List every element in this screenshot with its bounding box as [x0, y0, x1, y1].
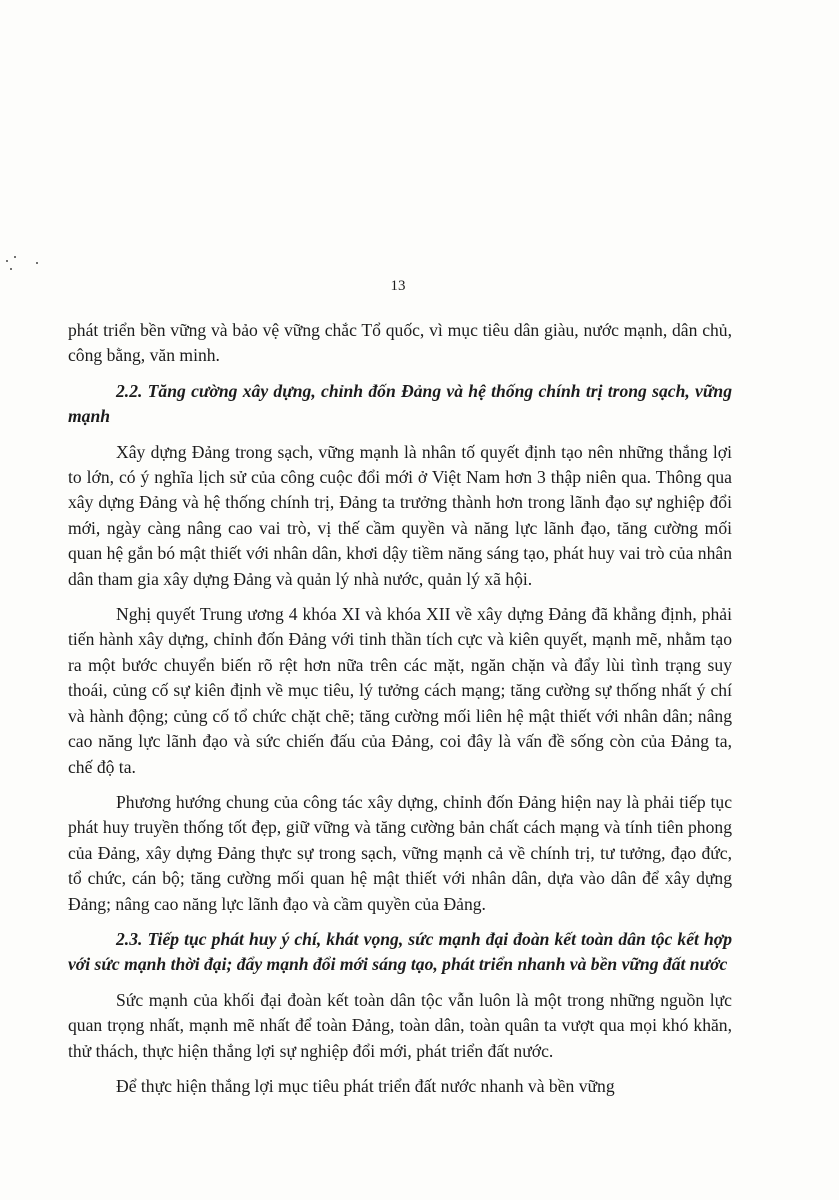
section-heading: 2.3. Tiếp tục phát huy ý chí, khát vọng, sức mạnh đại đoàn kết toàn dân tộc kết hợp với sức mạnh thời đại; đẩy mạnh đổi mới sáng tạo, phát triển nhanh và bền vững đất nước — [68, 928, 732, 975]
page-number: 13 — [390, 278, 406, 294]
page-content — [68, 318, 732, 1099]
section-heading: 2.2. Tăng cường xây dựng, chỉnh đốn Đảng và hệ thống chính trị trong sạch, vững mạnh — [68, 380, 732, 427]
body-paragraph: Xây dựng Đảng trong sạch, vững mạnh là nhân tố quyết định tạo nên những thắng lợi to lớn, có ý nghĩa lịch sử của công cuộc đổi mới ở Việt Nam hơn 3 thập niên qua. Thông qua xây dựng Đảng và hệ thống chính trị, Đảng ta trưởng thành hơn trong lãnh đạo sự nghiệp đổi mới, ngày càng nâng cao vai trò, vị thế cầm quyền và năng lực lãnh đạo, tăng cường mối quan hệ gắn bó mật thiết với nhân dân, khơi dậy tiềm năng sáng tạo, phát huy vai trò của nhân dân tham gia xây dựng Đảng và quản lý nhà nước, quản lý xã hội. — [68, 441, 732, 589]
body-paragraph: Sức mạnh của khối đại đoàn kết toàn dân tộc vẫn luôn là một trong những nguồn lực quan trọng nhất, mạnh mẽ nhất để toàn Đảng, toàn dân, toàn quân ta vượt qua mọi khó khăn, thử thách, thực hiện thắng lợi sự nghiệp đổi mới, phát triển đất nước. — [68, 989, 732, 1061]
body-paragraph: Phương hướng chung của công tác xây dựng, chỉnh đốn Đảng hiện nay là phải tiếp tục phát huy truyền thống tốt đẹp, giữ vững và tăng cường bản chất cách mạng và tính tiên phong của Đảng, xây dựng Đảng thực sự trong sạch, vững mạnh cả về chính trị, tư tưởng, đạo đức, tổ chức, cán bộ; tăng cường mối quan hệ mật thiết với nhân dân, dựa vào dân để xây dựng Đảng; nâng cao năng lực lãnh đạo và cầm quyền của Đảng. — [68, 791, 732, 914]
body-paragraph: Nghị quyết Trung ương 4 khóa XI và khóa XII về xây dựng Đảng đã khẳng định, phải tiến hành xây dựng, chỉnh đốn Đảng với tinh thần tích cực và kiên quyết, mạnh mẽ, nhằm tạo ra một bước chuyển biến rõ rệt hơn nữa trên các mặt, ngăn chặn và đẩy lùi tình trạng suy thoái, củng cố sự kiên định về mục tiêu, lý tưởng cách mạng; tăng cường sự thống nhất ý chí và hành động; củng cố tổ chức chặt chẽ; tăng cường mối liên hệ mật thiết với nhân dân; nâng cao năng lực lãnh đạo và sức chiến đấu của Đảng, coi đây là vấn đề sống còn của Đảng ta, chế độ ta. — [68, 604, 732, 777]
body-paragraph: phát triển bền vững và bảo vệ vững chắc Tổ quốc, vì mục tiêu dân giàu, nước mạnh, dân chủ, công bằng, văn minh. — [68, 320, 732, 366]
body-paragraph: Để thực hiện thắng lợi mục tiêu phát triển đất nước nhanh và bền vững — [116, 1075, 615, 1096]
